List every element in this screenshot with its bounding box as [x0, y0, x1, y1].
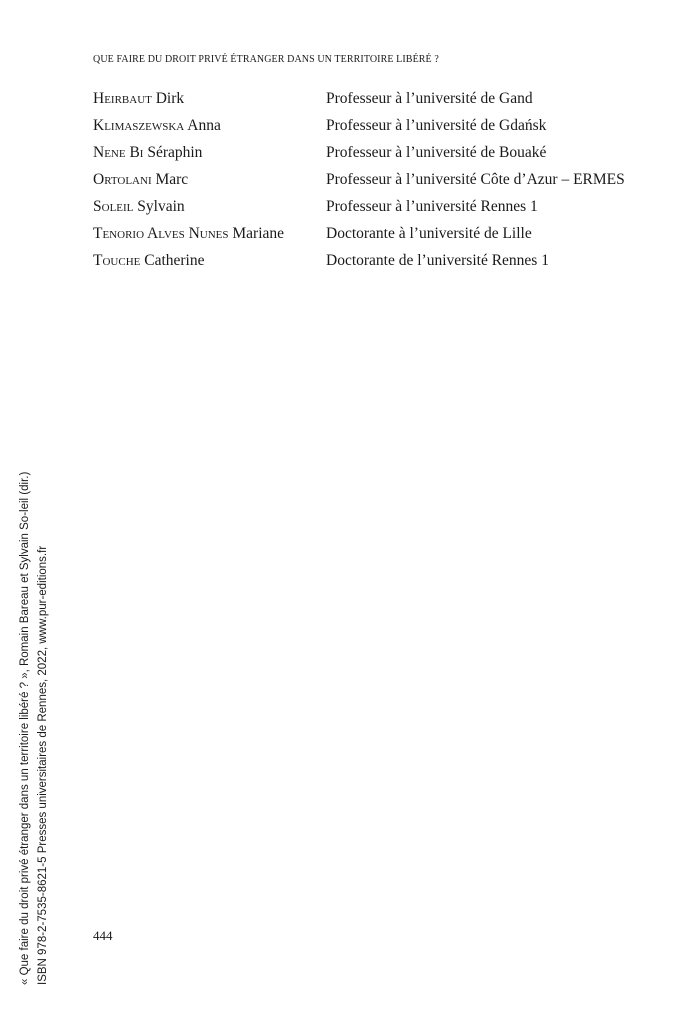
contributor-name [93, 196, 185, 218]
contributor-role: Professeur à l’université de Bouaké [326, 144, 547, 161]
contributor-given-name: Mariane [232, 225, 285, 242]
contributor-name [93, 250, 205, 272]
contributor-given-name: Anna [187, 117, 221, 134]
contributor-given-name: Séraphin [147, 144, 203, 161]
contributor-entry [93, 196, 653, 223]
contributor-surname: Touche [93, 252, 141, 269]
contributor-given-name: Sylvain [137, 198, 185, 215]
contributor-surname: Heirbaut [93, 90, 152, 107]
side-credit [16, 465, 52, 985]
contributor-given-name: Marc [155, 171, 189, 188]
contributor-entry [93, 115, 653, 142]
contributor-list [93, 88, 653, 277]
contributor-entry [93, 142, 653, 169]
contributor-entry [93, 169, 653, 196]
contributor-surname: Tenorio Alves Nunes [93, 225, 229, 242]
contributor-given-name: Dirk [155, 90, 185, 107]
contributor-role: Professeur à l’université de Gand [326, 90, 533, 107]
contributor-role: Doctorante à l’université de Lille [326, 225, 532, 242]
contributor-name [93, 142, 202, 164]
running-head: QUE FAIRE DU DROIT PRIVÉ ÉTRANGER DANS UN TERRITOIRE LIBÉRÉ ? [93, 54, 439, 65]
contributor-role: Professeur à l’université Rennes 1 [326, 198, 538, 215]
contributor-entry [93, 223, 653, 250]
side-credit-isbn: ISBN 978-2-7535-8621-5 Presses universitaires de Rennes, 2022, www.pur-editions.fr [37, 545, 49, 985]
contributor-entry [93, 88, 653, 115]
contributor-surname: Ortolani [93, 171, 152, 188]
contributor-surname: Nene Bi [93, 144, 144, 161]
contributor-role: Professeur à l’université Côte d’Azur – ERMES [326, 171, 625, 188]
contributor-name [93, 88, 184, 110]
contributor-given-name: Catherine [144, 252, 205, 269]
contributor-role: Professeur à l’université de Gdańsk [326, 117, 547, 134]
contributor-entry [93, 250, 653, 277]
page-number: 444 [93, 928, 113, 943]
side-credit-citation: « Que faire du droit privé étranger dans un territoire libéré ? », Romain Bareau et Sylvain So-leil (dir.) [19, 471, 31, 985]
contributor-name [93, 223, 284, 245]
contributor-name [93, 169, 188, 191]
contributor-name [93, 115, 221, 137]
contributor-role: Doctorante de l’université Rennes 1 [326, 252, 549, 269]
contributor-surname: Klimaszewska [93, 117, 185, 134]
contributor-surname: Soleil [93, 198, 134, 215]
